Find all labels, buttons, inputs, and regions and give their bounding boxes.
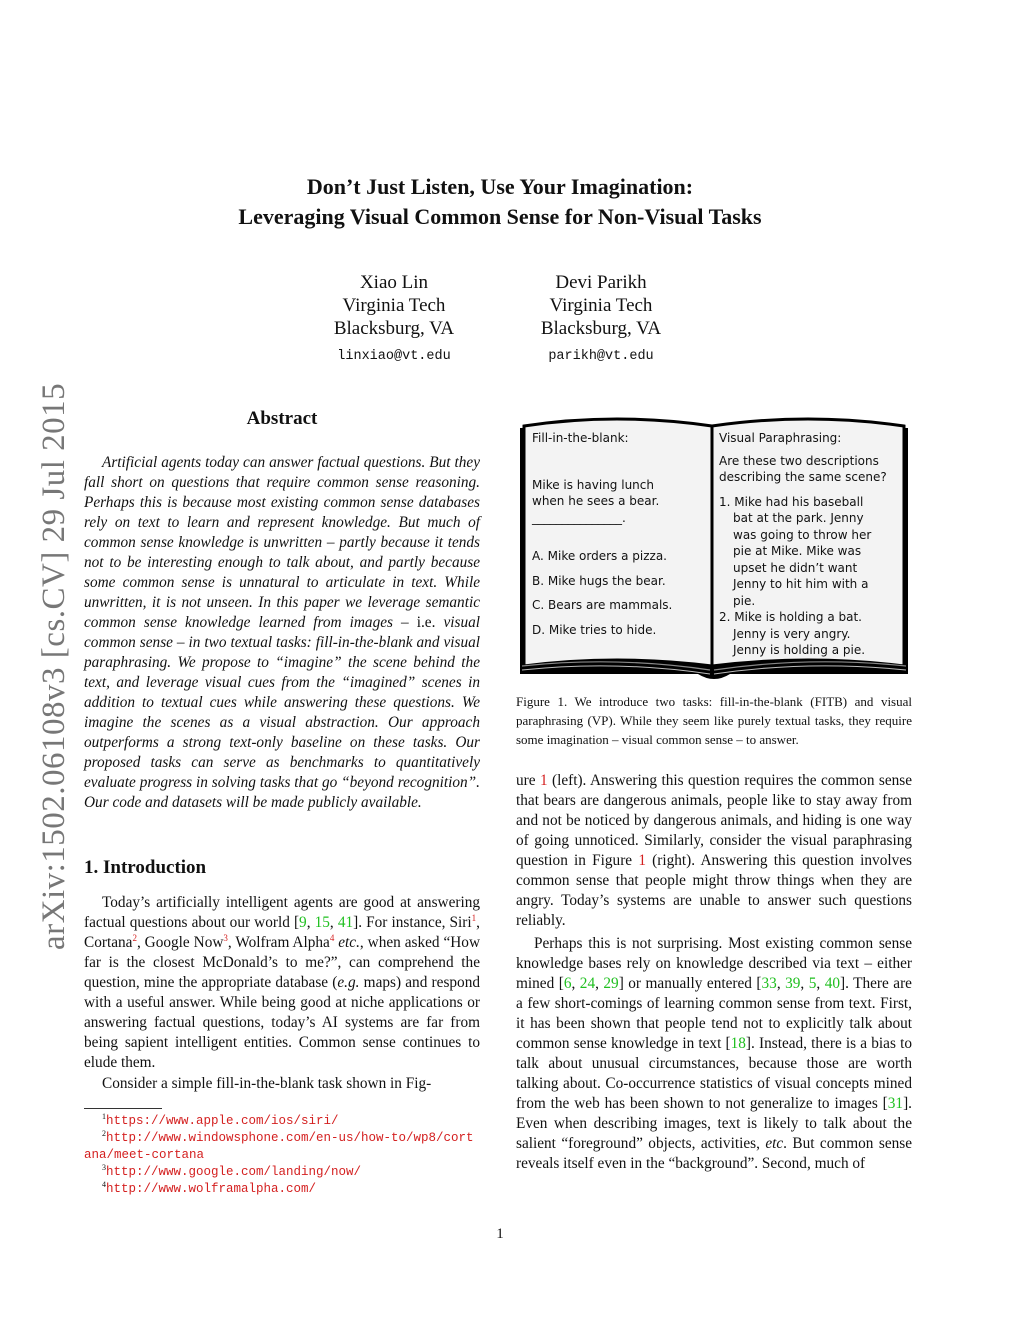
author-block-2 <box>491 271 711 366</box>
citation-link[interactable]: 24 <box>579 975 596 992</box>
citation-link[interactable]: 5 <box>808 975 817 992</box>
footnote-ref[interactable]: 4 <box>329 932 335 943</box>
citation-link[interactable]: 33 <box>761 975 777 992</box>
footnote-url[interactable]: https://www.apple.com/ios/siri/ <box>106 1114 339 1128</box>
fitb-option: B. Mike hugs the bear. <box>532 573 666 588</box>
fitb-blank: _______________. <box>532 510 626 525</box>
figure-1-caption: Figure 1. We introduce two tasks: fill-in-the-blank (FITB) and visual paraphrasing (VP). While they seem like purely textual tasks, they require some imagination – visual common sense – to answer. <box>516 694 912 747</box>
fitb-question-line2: when he sees a bear. <box>532 494 660 508</box>
author-affiliation: Virginia Tech <box>342 295 446 316</box>
right-column-paragraph-1: ure 1 (left). Answering this question requires the common sense that bears are dangerous animals, people like to stay away from and not be noticed by dangerous animals, and hiding is one way of going unnoticed. Similarly, consider the visual paraphrasing question in Figure 1 (right). Answering this question involves common sense that people might throw things when they are angry. Today’s systems are unable to answer such questions reliably. <box>516 772 913 929</box>
fitb-question-line1: Mike is having lunch <box>532 477 654 492</box>
footnote-ref[interactable]: 2 <box>132 932 137 943</box>
author-name: Xiao Lin <box>359 272 429 293</box>
author-affiliation: Virginia Tech <box>549 295 653 316</box>
page-number: 1 <box>496 1226 504 1242</box>
citation-link[interactable]: 31 <box>887 1095 904 1112</box>
fitb-option: C. Bears are mammals. <box>532 598 673 612</box>
intro-paragraph-2: Consider a simple fill-in-the-blank task shown in Fig- <box>102 1075 432 1092</box>
vp-description-1: 1. Mike had his baseball bat at the park. Jenny was going to throw her pie at Mike. Mike was upset he didn’t want Jenny to hit him with a pie. <box>719 494 872 608</box>
abstract-heading: Abstract <box>246 408 318 429</box>
citation-link[interactable]: 39 <box>785 975 801 992</box>
author-email[interactable]: parikh@vt.edu <box>548 349 654 364</box>
footnote-url[interactable]: http://www.wolframalpha.com/ <box>106 1182 317 1196</box>
citation-link[interactable]: 15 <box>314 914 330 931</box>
citation-link[interactable]: 29 <box>603 975 619 992</box>
footnote-url[interactable]: http://www.windowsphone.com/en-us/how-to/wp8/cortana/meet-cortana <box>84 1131 474 1162</box>
vp-panel <box>719 430 905 659</box>
citation-link[interactable]: 18 <box>730 1035 746 1052</box>
author-location: Blacksburg, VA <box>333 318 455 339</box>
author-name: Devi Parikh <box>555 272 647 293</box>
citation-link[interactable]: 6 <box>563 975 572 992</box>
intro-paragraph-1: Today’s artificially intelligent agents are good at answering factual questions about our world [9, 15, 41]. For instance, Siri$^1$, Cortana$^2$, Google Now$^3$, Wolfram Alpha$^4$ etc., when asked “How far is the closest McDonald’s to me?”, can comprehend the question, mine the appropriate database (e.g. maps) and respond with a useful answer. While being good at niche applications or answering factual questions, today’s AI systems are far from being sapient intelligent entities. Common sense continues to elude them. <box>84 894 480 1071</box>
citation-link[interactable]: 41 <box>337 914 354 931</box>
fitb-heading: Fill-in-the-blank: <box>532 431 629 445</box>
footnotes: $^1$https://www.apple.com/ios/siri/ $^2$http://www.windowsphone.com/en-us/how-to/wp8/cortana/meet-cortana $^3$http://www.google.com/landing/now/ $^4$http://www.wolframalpha.com/ <box>84 1111 474 1196</box>
footnote-ref[interactable]: 1 <box>471 912 477 923</box>
paper-title-line1: Don’t Just Listen, Use Your Imagination: <box>306 174 694 199</box>
right-column-paragraph-2: Perhaps this is not surprising. Most existing common sense knowledge bases rely on knowledge described via text – either mined [6, 24, 29] or manually entered [33, 39, 5, 40]. There are a few short-comings of learning common sense from text. First, it has been shown that people tend not to explicitly talk about common sense knowledge in text [18]. Instead, there is a bias to talk about unusual circumstances, because those are worth talking about. Co-occurrence statistics of visual concepts mined from the web has been shown to not generalize to images [31]. Even when describing images, text is likely to talk about the salient “foreground” objects, activities, etc. But common sense reveals itself even in the “background”. Second, much of <box>516 935 912 1172</box>
citation-link[interactable]: 40 <box>824 975 840 992</box>
footnote-ref[interactable]: 3 <box>223 932 228 943</box>
footnote-url[interactable]: http://www.google.com/landing/now/ <box>106 1165 362 1179</box>
section-heading-introduction: 1. Introduction <box>84 857 207 878</box>
figure-ref-link[interactable]: 1 <box>539 772 548 789</box>
author-location: Blacksburg, VA <box>540 318 662 339</box>
arxiv-sidebar-id: arXiv:1502.06108v3 [cs.CV] 29 Jul 2015 <box>36 382 72 950</box>
author-email[interactable]: linxiao@vt.edu <box>337 349 451 364</box>
citation-link[interactable]: 9 <box>299 914 307 931</box>
vp-description-2: 2. Mike is holding a bat. Jenny is very angry. Jenny is holding a pie. <box>719 610 866 657</box>
paper-title-line2: Leveraging Visual Common Sense for Non-Visual Tasks <box>238 204 762 229</box>
vp-question-line1: Are these two descriptions <box>719 453 879 468</box>
fitb-option: D. Mike tries to hide. <box>532 622 657 637</box>
footnote-divider <box>84 1108 162 1109</box>
fitb-panel <box>532 430 700 638</box>
figure-ref-link[interactable]: 1 <box>638 852 646 869</box>
abstract-text: Artificial agents today can answer factual questions. But they fall short on questions that require common sense reasoning. Perhaps this is because most existing common sense databases rely on text to learn and represent knowledge. But much of common sense knowledge is unwritten – partly because it tends not to be interesting enough to talk about, and partly because some common sense is unnatural to articulate in text. While unwritten, it is not unseen. In this paper we leverage semantic common sense knowledge learned from images – i.e. visual common sense – in two textual tasks: fill-in-the-blank and visual paraphrasing. We propose to “imagine” the scene behind the text, and leverage visual cues from the “imagined” scenes in addition to textual cues while answering these questions. We imagine the scenes as a visual abstraction. Our approach outperforms a strong text-only baseline on these tasks. Our proposed tasks can serve as benchmarks to quantitatively evaluate progress in solving tasks that go “beyond recognition”. Our code and datasets will be made publicly available. <box>84 454 480 811</box>
fitb-option: A. Mike orders a pizza. <box>532 549 667 563</box>
author-block-1 <box>284 271 504 366</box>
vp-question-line2: describing the same scene? <box>719 470 887 484</box>
vp-heading: Visual Paraphrasing: <box>719 431 842 445</box>
